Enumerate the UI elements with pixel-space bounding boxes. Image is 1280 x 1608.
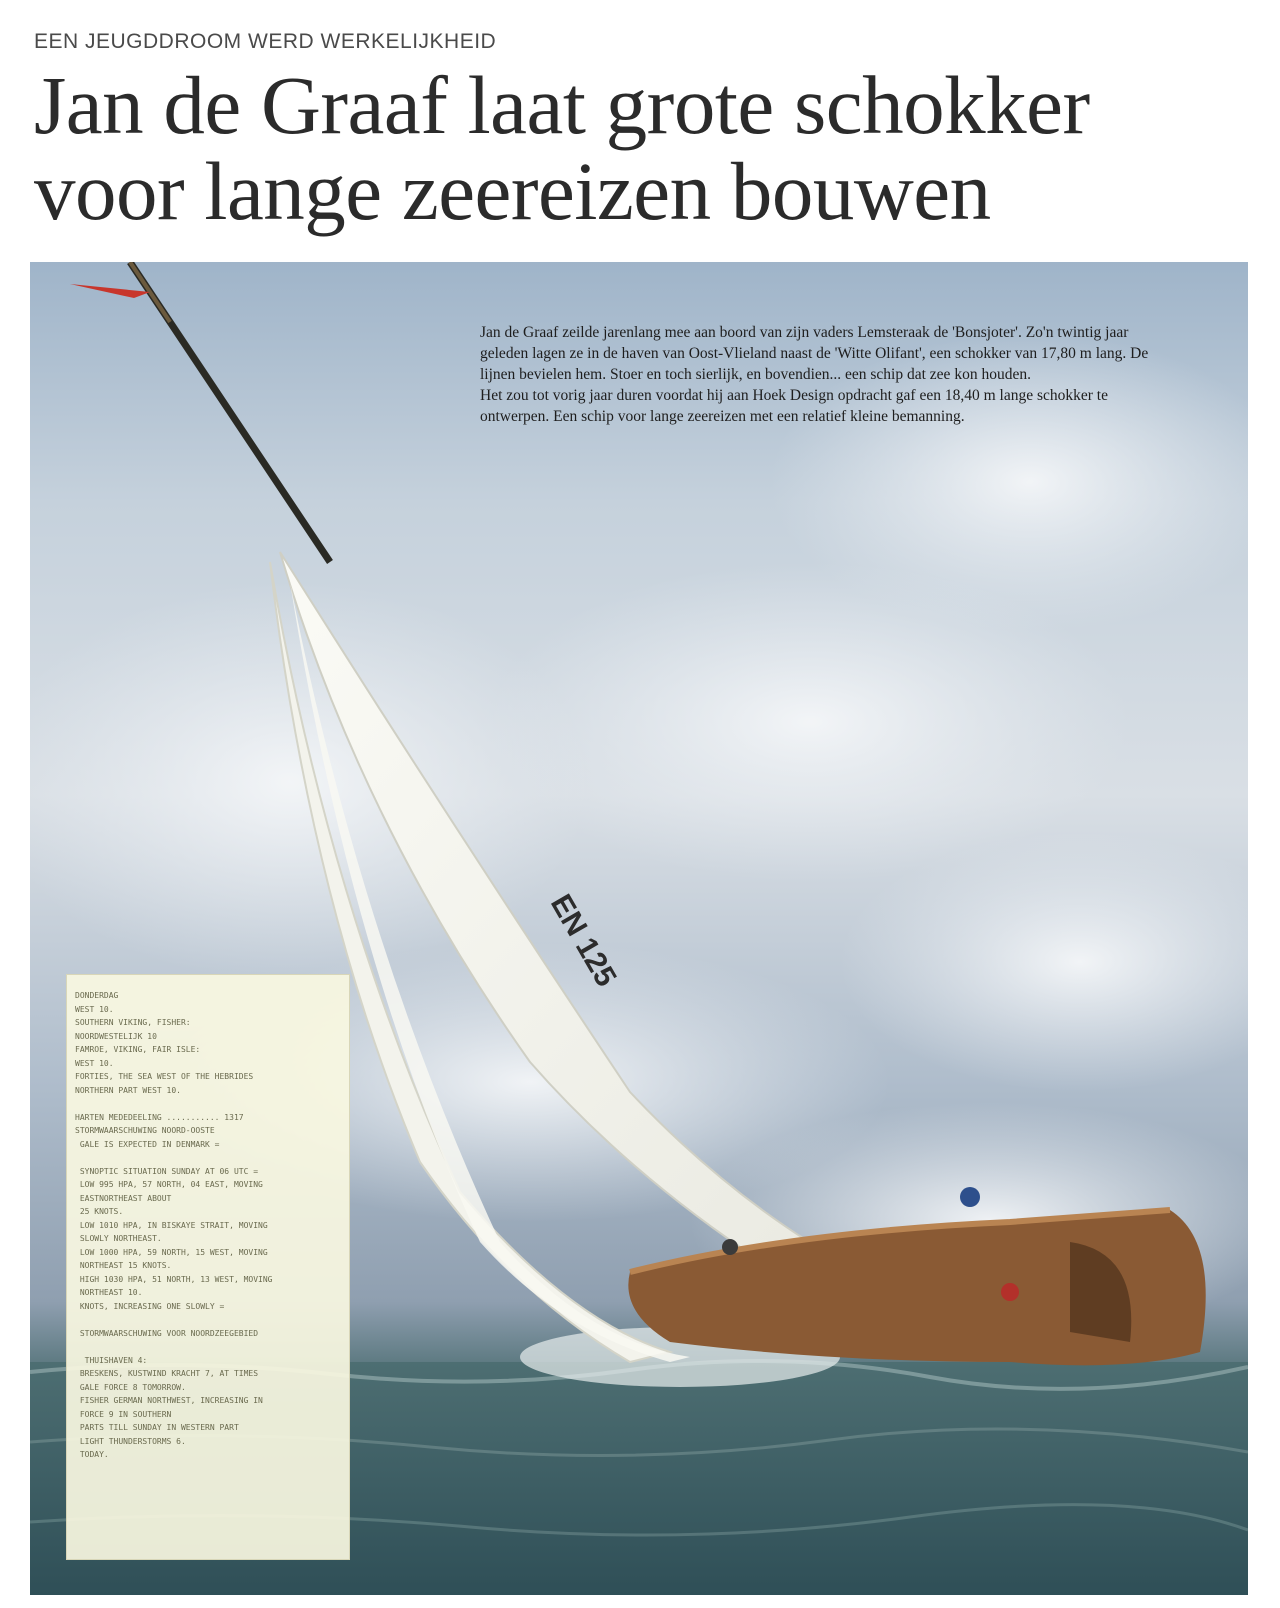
headline-line-1: Jan de Graaf laat grote schokker <box>34 59 1090 151</box>
weather-report-printout <box>66 974 350 1560</box>
weather-report-line: GALE FORCE 8 TOMORROW. <box>75 1382 186 1392</box>
weather-report-line <box>75 1151 341 1165</box>
crew-member <box>960 1187 980 1207</box>
weather-report-line <box>75 1097 341 1111</box>
weather-report-line: LIGHT THUNDERSTORMS 6. <box>75 1436 186 1446</box>
weather-report-line <box>75 1340 341 1354</box>
weather-report-line: FORCE 9 IN SOUTHERN <box>75 1409 172 1419</box>
crew-member <box>1001 1283 1019 1301</box>
weather-report-line: NOORDWESTELIJK 10 <box>75 1031 157 1041</box>
weather-report-line: SOUTHERN VIKING, FISHER: <box>75 1018 191 1027</box>
sail-number: EN 125 <box>543 889 623 993</box>
article-kicker: EEN JEUGDDROOM WERD WERKELIJKHEID <box>34 30 497 53</box>
weather-report-line: KNOTS, INCREASING ONE SLOWLY = <box>75 1301 225 1311</box>
weather-report-line: FORTIES, THE SEA WEST OF THE HEBRIDES <box>75 1072 254 1081</box>
weather-report-line: GALE IS EXPECTED IN DENMARK = <box>75 1139 220 1149</box>
intro-paragraph-1: Jan de Graaf zeilde jarenlang mee aan boord van zijn vaders Lemsteraak de 'Bonsjoter'. Zo'n twintig jaar geleden lagen ze in de haven van Oost-Vlieland naast de 'Witte Olifant', een schokker van 17,80 m lang. De lijnen bevielen hem. Stoer en toch sierlijk, en bovendien... een schip dat zee kon houden. <box>480 324 1149 383</box>
weather-report-line: NORTHERN PART WEST 10. <box>75 1085 181 1095</box>
article-intro <box>480 322 1160 427</box>
weather-report-line: NORTHEAST 10. <box>75 1288 143 1297</box>
weather-report-line: FAMROE, VIKING, FAIR ISLE: <box>75 1045 201 1054</box>
headline-line-2: voor lange zeereizen bouwen <box>34 145 991 237</box>
weather-report-line: WEST 10. <box>75 1004 114 1014</box>
weather-report-line: LOW 1010 HPA, IN BISKAYE STRAIT, MOVING <box>75 1220 268 1230</box>
weather-report-line <box>75 1313 341 1327</box>
pennant-flag <box>70 284 150 298</box>
weather-report-line: 25 KNOTS. <box>75 1207 124 1216</box>
weather-report-line: STORMWAARSCHUWING NOORD-OOSTE <box>75 1126 215 1135</box>
weather-report-line: LOW 995 HPA, 57 NORTH, 04 EAST, MOVING <box>75 1180 263 1189</box>
article-headline <box>34 59 1254 237</box>
intro-paragraph-2: Het zou tot vorig jaar duren voordat hij aan Hoek Design opdracht gaf een 18,40 m lange schokker te ontwerpen. Een schip voor lange zeereizen met een relatief kleine bemanning. <box>480 387 1108 425</box>
weather-report-line: DONDERDAG <box>75 991 119 1000</box>
cloud-shape <box>490 562 1130 882</box>
weather-report-line: THUISHAVEN 4: <box>75 1355 148 1365</box>
weather-report-line: PARTS TILL SUNDAY IN WESTERN PART <box>75 1423 239 1432</box>
crew-member <box>722 1239 738 1255</box>
weather-report-line: BRESKENS, KUSTWIND KRACHT 7, AT TIMES <box>75 1369 259 1378</box>
weather-report-line: SYNOPTIC SITUATION SUNDAY AT 06 UTC = <box>75 1166 259 1176</box>
weather-report-line: WEST 10. <box>75 1058 114 1068</box>
weather-report-line: SLOWLY NORTHEAST. <box>75 1234 162 1243</box>
weather-report-line: HARTEN MEDEDEELING ........... 1317 <box>75 1112 244 1122</box>
weather-report-line: STORMWAARSCHUWING VOOR NOORDZEEGEBIED <box>75 1328 259 1338</box>
weather-report-line: HIGH 1030 HPA, 51 NORTH, 13 WEST, MOVING <box>75 1274 273 1284</box>
weather-report-line: NORTHEAST 15 KNOTS. <box>75 1261 172 1270</box>
weather-report-line: EASTNORTHEAST ABOUT <box>75 1193 172 1203</box>
weather-report-line: TODAY. <box>75 1450 109 1459</box>
weather-report-line: LOW 1000 HPA, 59 NORTH, 15 WEST, MOVING <box>75 1247 268 1257</box>
weather-report-line: FISHER GERMAN NORTHWEST, INCREASING IN <box>75 1396 263 1405</box>
